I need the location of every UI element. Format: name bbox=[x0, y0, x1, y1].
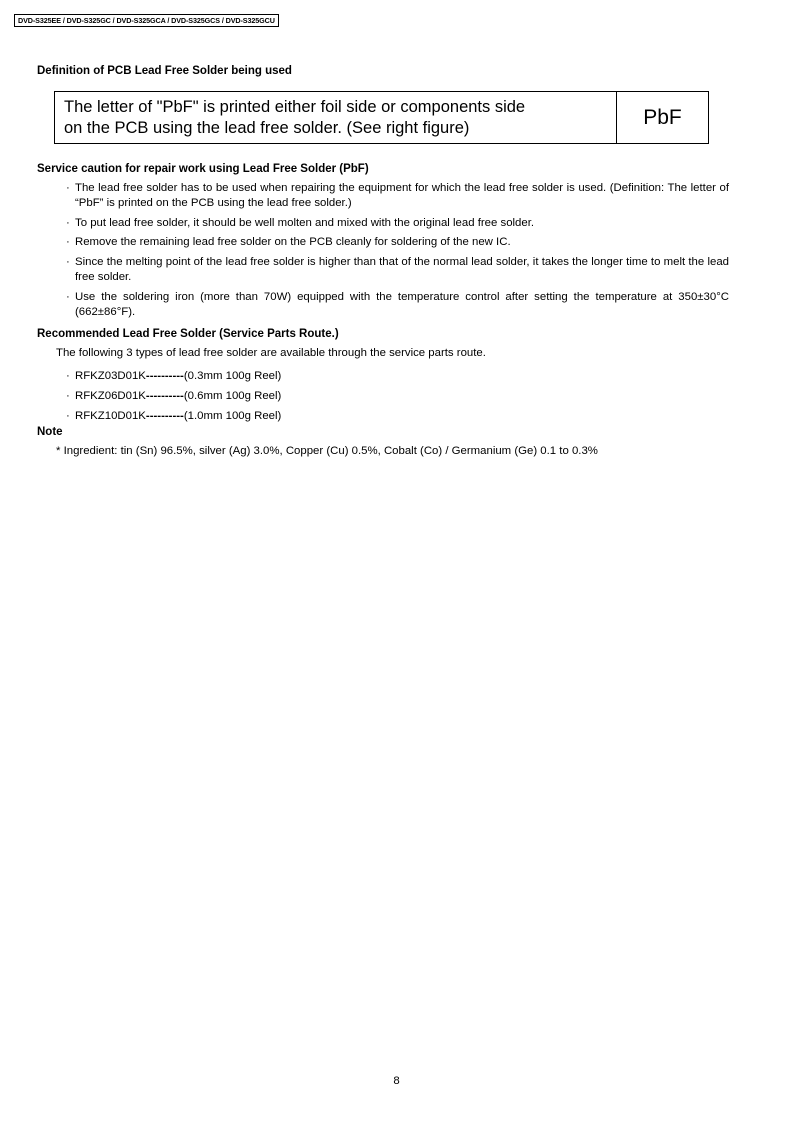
service-caution-item-text: Remove the remaining lead free solder on the PCB cleanly for soldering of the new IC. bbox=[75, 236, 511, 249]
recommended-heading: Recommended Lead Free Solder (Service Parts Route.) bbox=[37, 328, 339, 340]
bullet-marker: · bbox=[66, 182, 70, 194]
bullet-marker: · bbox=[66, 256, 70, 269]
model-number-header: DVD-S325EE / DVD-S325GC / DVD-S325GCA / DVD-S325GCS / DVD-S325GCU bbox=[14, 14, 279, 27]
bullet-marker: · bbox=[66, 216, 70, 229]
definition-heading: Definition of PCB Lead Free Solder being used bbox=[37, 65, 292, 77]
note-text: * Ingredient: tin (Sn) 96.5%, silver (Ag) 3.0%, Copper (Cu) 0.5%, Cobalt (Co) / Germanium (Ge) 0.1 to 0.3% bbox=[56, 445, 598, 457]
bullet-marker: · bbox=[66, 290, 70, 303]
service-caution-item-text: To put lead free solder, it should be well molten and mixed with the original lead free solder. bbox=[75, 216, 535, 229]
service-caution-item-text: The lead free solder has to be used when repairing the equipment for which the lead free solder is used. (Definition: The letter of “PbF” is printed on the PCB using the lead free solder.) bbox=[75, 182, 729, 209]
service-caution-item bbox=[66, 216, 729, 231]
bullet-marker: · bbox=[66, 390, 70, 402]
service-caution-item-text: Use the soldering iron (more than 70W) equipped with the temperature control after setting the temperature at 350±30°C (662±86°F). bbox=[75, 290, 729, 318]
service-caution-item bbox=[66, 181, 729, 211]
part-spec: (0.3mm 100g Reel) bbox=[183, 370, 282, 382]
part-separator: ---------- bbox=[145, 410, 184, 422]
part-code: RFKZ06D01K bbox=[75, 390, 146, 402]
solder-parts-list bbox=[66, 366, 281, 426]
note-heading: Note bbox=[37, 426, 63, 438]
bullet-marker: · bbox=[66, 370, 70, 382]
part-separator: ---------- bbox=[145, 370, 184, 382]
part-separator: ---------- bbox=[145, 390, 184, 402]
service-caution-item bbox=[66, 290, 729, 320]
service-caution-item-text: Since the melting point of the lead free solder is higher than that of the normal lead solder, it takes the longer time to melt the lead free solder. bbox=[75, 256, 729, 284]
service-caution-item bbox=[66, 235, 729, 250]
pbf-mark-cell: PbF bbox=[643, 105, 682, 129]
solder-part-item bbox=[66, 406, 281, 426]
definition-text-cell bbox=[55, 92, 617, 143]
service-caution-list bbox=[66, 181, 729, 324]
service-caution-heading: Service caution for repair work using Lead Free Solder (PbF) bbox=[37, 163, 369, 175]
part-spec: (1.0mm 100g Reel) bbox=[183, 410, 282, 422]
solder-part-item bbox=[66, 386, 281, 406]
definition-table bbox=[54, 91, 709, 144]
definition-text-line-1: The letter of "PbF" is printed either foil side or components side bbox=[64, 98, 526, 116]
service-caution-item bbox=[66, 255, 729, 285]
definition-text-line-2: on the PCB using the lead free solder. (See right figure) bbox=[64, 119, 470, 137]
part-code: RFKZ03D01K bbox=[75, 370, 146, 382]
recommended-intro: The following 3 types of lead free solder are available through the service parts route. bbox=[56, 347, 486, 359]
bullet-marker: · bbox=[66, 236, 70, 249]
page-number: 8 bbox=[393, 1075, 400, 1087]
part-code: RFKZ10D01K bbox=[75, 410, 146, 422]
part-spec: (0.6mm 100g Reel) bbox=[183, 390, 282, 402]
bullet-marker: · bbox=[66, 410, 70, 422]
solder-part-item bbox=[66, 366, 281, 386]
